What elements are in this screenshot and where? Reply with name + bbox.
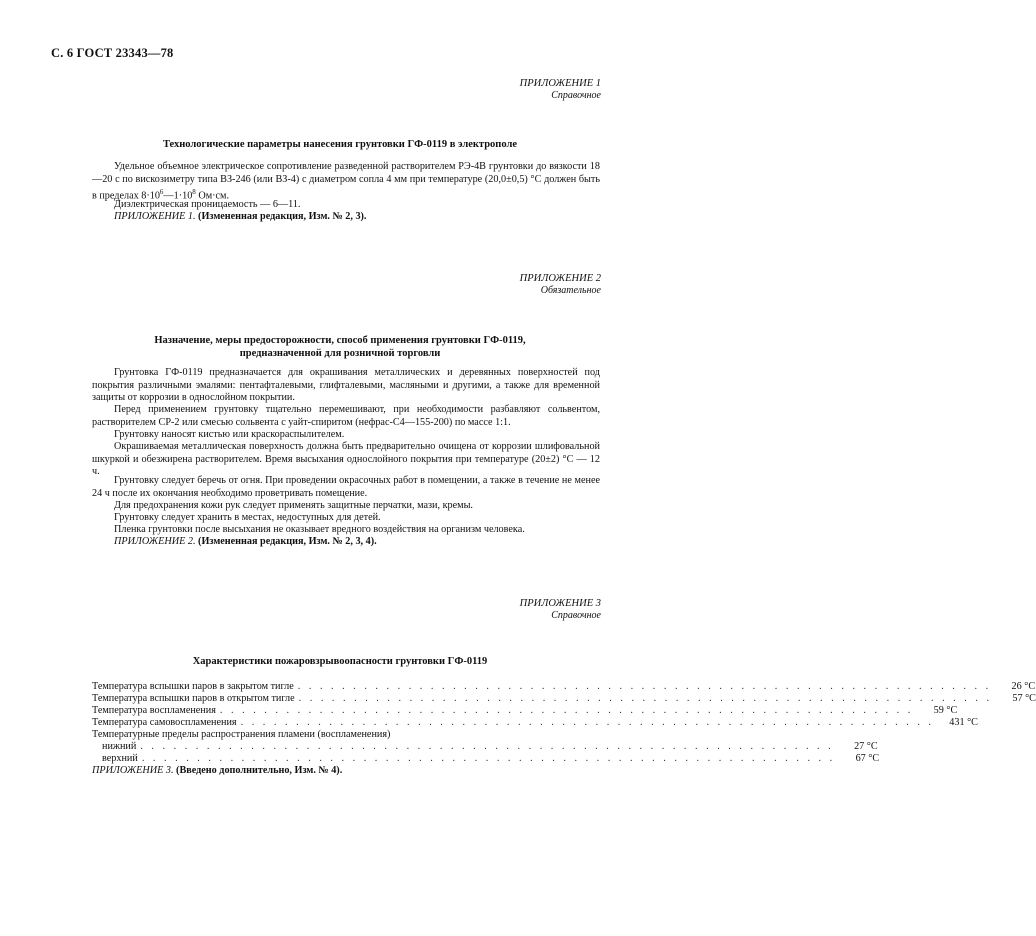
appendix-2-title-line-2: предназначенной для розничной торговли bbox=[239, 347, 441, 359]
property-label: Температура вспышки паров в открытом тигле bbox=[92, 693, 295, 704]
leader-dots: . . . . . . . . . . . . . . . . . . . . . . . . . . . . . . . . . . . . . . . . . . . . . . . . . . . . . . . . . . . . . . . bbox=[297, 681, 992, 692]
property-value: 67 °С bbox=[855, 753, 880, 764]
appendix-1-paragraph-2: Диэлектрическая проницаемость — 6—11. bbox=[114, 199, 301, 210]
appendix-3-title: Характеристики пожаровзрывоопасности грунтовки ГФ-0119 bbox=[192, 656, 488, 667]
appendix-2-label: ПРИЛОЖЕНИЕ 2 bbox=[519, 273, 601, 284]
appendix-2-label-block bbox=[520, 273, 601, 297]
appendix-2-paragraph-3: Грунтовку наносят кистью или краскораспылителем. bbox=[114, 429, 345, 440]
appendix-2-note: ПРИЛОЖЕНИЕ 2. (Измененная редакция, Изм. № 2, 3, 4). bbox=[114, 536, 377, 547]
appendix-1-paragraph-1: Удельное объемное электрическое сопротивление разведенной растворителем РЭ-4В грунтовки до вязкости 18—20 с по вискозиметру типа ВЗ-246 (или ВЗ-4) с диаметром сопла 4 мм при температуре (20,0±0,5) °С должен быть в пределах $8\cdot 10^6—1\cdot 10^8$ Ом·см. bbox=[92, 161, 600, 202]
property-row bbox=[92, 717, 978, 730]
appendix-1-label: ПРИЛОЖЕНИЕ 1 bbox=[519, 78, 601, 89]
appendix-2-paragraph-2: Перед применением грунтовку тщательно перемешивают, при необходимости разбавляют сольвентом, растворителем СР-2 или смесью сольвента с уайт-спиритом (нефрас-С4—155-200) по массе 1:1. bbox=[92, 404, 600, 428]
leader-dots: . . . . . . . . . . . . . . . . . . . . . . . . . . . . . . . . . . . . . . . . . . . . . . . . . . . . . . . . . . . . . . . bbox=[140, 741, 834, 752]
property-value: 27 °С bbox=[854, 741, 878, 752]
leader-dots: . . . . . . . . . . . . . . . . . . . . . . . . . . . . . . . . . . . . . . . . . . . . . . . . . . . . . . . . . . . . . . . bbox=[219, 705, 914, 716]
appendix-2-paragraph-7: Грунтовку следует хранить в местах, недоступных для детей. bbox=[114, 512, 381, 523]
property-label: Температура воспламенения bbox=[92, 705, 216, 716]
property-value: 57 °С bbox=[1012, 693, 1036, 704]
appendix-2-paragraph-6: Для предохранения кожи рук следует применять защитные перчатки, мази, кремы. bbox=[114, 500, 473, 511]
appendix-2-paragraph-4: Окрашиваемая металлическая поверхность должна быть предварительно очищена от коррозии шлифовальной шкуркой и обезжирена растворителем. Время высыхания однослойного покрытия при температуре (20±2) °С — 12 ч. bbox=[92, 441, 600, 477]
appendix-1-label-block bbox=[520, 78, 601, 102]
property-label: Температура самовоспламенения bbox=[92, 717, 237, 728]
property-label: верхний bbox=[102, 753, 138, 764]
property-row bbox=[92, 741, 878, 754]
leader-dots: . . . . . . . . . . . . . . . . . . . . . . . . . . . . . . . . . . . . . . . . . . . . . . . . . . . . . . . . . . . . . . . bbox=[240, 717, 934, 728]
appendix-2-paragraph-8: Пленка грунтовки после высыхания не оказывает вредного воздействия на организм человека. bbox=[114, 524, 525, 535]
property-value: 26 °С bbox=[1011, 681, 1036, 692]
appendix-2-paragraph-1: Грунтовка ГФ-0119 предназначается для окрашивания металлических и деревянных поверхностей под покрытия различными эмалями: пентафталевыми, глифталевыми, масляными и другими, а также для временной защиты от коррозии в однослойном покрытии. bbox=[92, 367, 600, 403]
property-value: 431 °С bbox=[949, 717, 978, 728]
appendix-2-type: Обязательное bbox=[540, 285, 601, 296]
appendix-1-note: ПРИЛОЖЕНИЕ 1. (Измененная редакция, Изм. № 2, 3). bbox=[114, 211, 367, 222]
leader-dots: . . . . . . . . . . . . . . . . . . . . . . . . . . . . . . . . . . . . . . . . . . . . . . . . . . . . . . . . . . . . . . . bbox=[298, 693, 992, 704]
property-row bbox=[92, 681, 1036, 694]
property-label: нижний bbox=[102, 741, 137, 752]
flame-limits-label: Температурные пределы распространения пламени (воспламенения) bbox=[92, 729, 391, 740]
property-row bbox=[92, 753, 880, 766]
appendix-2-paragraph-5: Грунтовку следует беречь от огня. При проведении окрасочных работ в помещении, а также в течение не менее 24 ч после их окончания необходимо проветривать помещение. bbox=[92, 475, 600, 499]
appendix-3-label: ПРИЛОЖЕНИЕ 3 bbox=[519, 598, 601, 609]
appendix-3-note: ПРИЛОЖЕНИЕ 3. (Введено дополнительно, Изм. № 4). bbox=[92, 765, 343, 776]
page-header: С. 6 ГОСТ 23343—78 bbox=[51, 46, 174, 60]
property-row bbox=[92, 705, 958, 718]
appendix-1-type: Справочное bbox=[551, 90, 601, 101]
appendix-1-title: Технологические параметры нанесения грунтовки ГФ-0119 в электрополе bbox=[162, 139, 518, 150]
appendix-2-title-line-1: Назначение, меры предосторожности, способ применения грунтовки ГФ-0119, bbox=[154, 335, 526, 346]
property-label: Температура вспышки паров в закрытом тигле bbox=[92, 681, 294, 692]
property-value: 59 °С bbox=[933, 705, 958, 716]
appendix-2-title bbox=[60, 335, 620, 360]
leader-dots: . . . . . . . . . . . . . . . . . . . . . . . . . . . . . . . . . . . . . . . . . . . . . . . . . . . . . . . . . . . . . . . bbox=[141, 753, 836, 764]
appendix-3-label-block bbox=[520, 598, 601, 622]
appendix-3-type: Справочное bbox=[551, 610, 601, 621]
property-row bbox=[92, 693, 1036, 706]
